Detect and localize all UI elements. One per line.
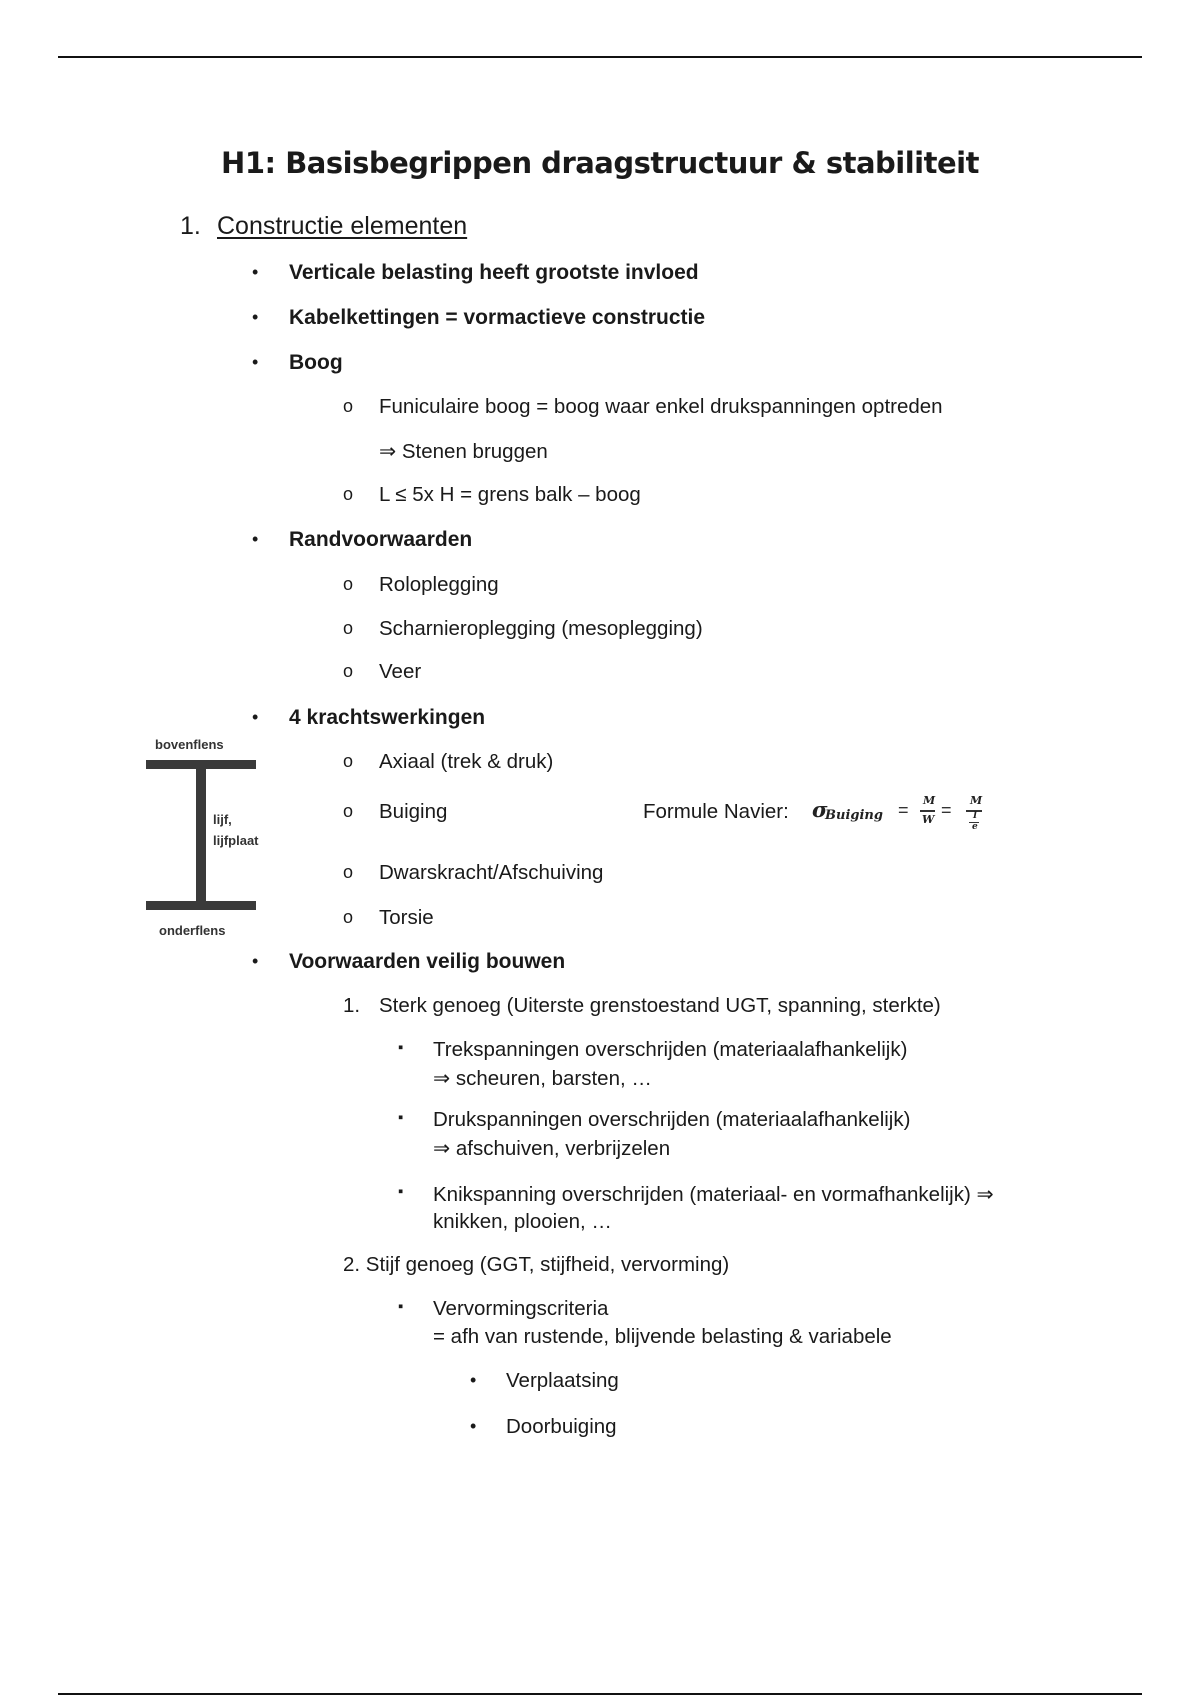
circle-bullet-icon: o bbox=[343, 862, 354, 882]
item-grens: L ≤ 5x H = grens balk – boog bbox=[379, 483, 641, 506]
figure-label-lijf: lijf, bbox=[213, 812, 232, 827]
fraction-bar bbox=[920, 810, 935, 812]
circle-bullet-icon: o bbox=[343, 484, 354, 504]
circle-bullet-icon: o bbox=[343, 801, 354, 821]
circle-bullet-icon: o bbox=[343, 751, 354, 771]
item-funiculaire: Funiculaire boog = boog waar enkel drukspanningen optreden bbox=[379, 395, 943, 418]
bottom-flange-shape bbox=[146, 901, 256, 910]
bullet-icon: • bbox=[252, 307, 259, 327]
circle-bullet-icon: o bbox=[343, 618, 354, 638]
item-boog: Boog bbox=[289, 351, 343, 374]
figure-label-bovenflens: bovenflens bbox=[155, 737, 224, 752]
item-druk-1: Drukspanningen overschrijden (materiaalafhankelijk) bbox=[433, 1108, 911, 1131]
item-scharnier: Scharnieroplegging (mesoplegging) bbox=[379, 617, 703, 640]
item-sterk: Sterk genoeg (Uiterste grenstoestand UGT, spanning, sterkte) bbox=[379, 994, 941, 1017]
item-dwars: Dwarskracht/Afschuiving bbox=[379, 861, 604, 884]
item-krachtswerkingen: 4 krachtswerkingen bbox=[289, 706, 486, 729]
square-bullet-icon: ▪ bbox=[398, 1298, 404, 1315]
list-number: 1. bbox=[343, 994, 361, 1017]
item-veilig: Voorwaarden veilig bouwen bbox=[289, 950, 566, 973]
formula-equals: = bbox=[898, 800, 909, 820]
item-verplaatsing: Verplaatsing bbox=[506, 1369, 619, 1392]
item-vervorming-2: = afh van rustende, blijvende belasting & variabele bbox=[433, 1325, 892, 1348]
bullet-icon: • bbox=[252, 262, 259, 282]
item-doorbuiging: Doorbuiging bbox=[506, 1415, 617, 1438]
item-torsie: Torsie bbox=[379, 906, 434, 929]
top-flange-shape bbox=[146, 760, 256, 769]
item-randvoorwaarden: Randvoorwaarden bbox=[289, 528, 473, 551]
section-title: Constructie elementen bbox=[217, 212, 468, 240]
item-trek-1: Trekspanningen overschrijden (materiaalafhankelijk) bbox=[433, 1038, 908, 1061]
item-vervorming-1: Vervormingscriteria bbox=[433, 1297, 609, 1320]
square-bullet-icon: ▪ bbox=[398, 1039, 404, 1056]
bullet-icon: • bbox=[252, 951, 259, 971]
web-shape bbox=[196, 769, 206, 901]
page-title: H1: Basisbegrippen draagstructuur & stabiliteit bbox=[221, 146, 979, 180]
bullet-icon: • bbox=[252, 352, 259, 372]
figure-label-onderflens: onderflens bbox=[159, 923, 226, 938]
item-veer: Veer bbox=[379, 660, 422, 683]
formula-numerator-m: M bbox=[970, 794, 983, 807]
formula-label: Formule Navier: bbox=[643, 800, 789, 823]
bullet-icon: • bbox=[252, 529, 259, 549]
item-verticale: Verticale belasting heeft grootste invloed bbox=[289, 261, 699, 284]
bullet-icon: • bbox=[470, 1416, 477, 1436]
bullet-icon: • bbox=[252, 707, 259, 727]
item-knik-1: Knikspanning overschrijden (materiaal- en vormafhankelijk) ⇒ bbox=[433, 1183, 994, 1206]
item-rol: Roloplegging bbox=[379, 573, 499, 596]
formula-equals: = bbox=[941, 800, 952, 820]
item-knik-2: knikken, plooien, … bbox=[433, 1210, 612, 1233]
circle-bullet-icon: o bbox=[343, 907, 354, 927]
item-buiging: Buiging bbox=[379, 800, 448, 823]
formula-denominator-w: W bbox=[922, 813, 935, 826]
top-rule bbox=[58, 56, 1142, 58]
formula-sigma: σ bbox=[812, 797, 828, 822]
square-bullet-icon: ▪ bbox=[398, 1183, 404, 1200]
circle-bullet-icon: o bbox=[343, 661, 354, 681]
formula-sub-numerator-i: I bbox=[973, 811, 978, 821]
item-trek-2: ⇒ scheuren, barsten, … bbox=[433, 1067, 652, 1090]
item-kabel: Kabelkettingen = vormactieve constructie bbox=[289, 306, 706, 329]
figure-label-lijfplaat: lijfplaat bbox=[213, 833, 259, 848]
section-number: 1. bbox=[180, 212, 201, 240]
item-stijf: 2. Stijf genoeg (GGT, stijfheid, vervorming) bbox=[343, 1253, 730, 1276]
item-stenen: ⇒ Stenen bruggen bbox=[379, 440, 548, 463]
item-druk-2: ⇒ afschuiven, verbrijzelen bbox=[433, 1137, 671, 1160]
circle-bullet-icon: o bbox=[343, 396, 354, 416]
bullet-icon: • bbox=[470, 1370, 477, 1390]
item-axiaal: Axiaal (trek & druk) bbox=[379, 750, 554, 773]
formula-numerator-m: M bbox=[923, 794, 936, 807]
formula-subscript: Buiging bbox=[825, 808, 883, 823]
circle-bullet-icon: o bbox=[343, 574, 354, 594]
square-bullet-icon: ▪ bbox=[398, 1109, 404, 1126]
bottom-rule bbox=[58, 1693, 1142, 1695]
formula-sub-denominator-e: e bbox=[972, 822, 978, 832]
